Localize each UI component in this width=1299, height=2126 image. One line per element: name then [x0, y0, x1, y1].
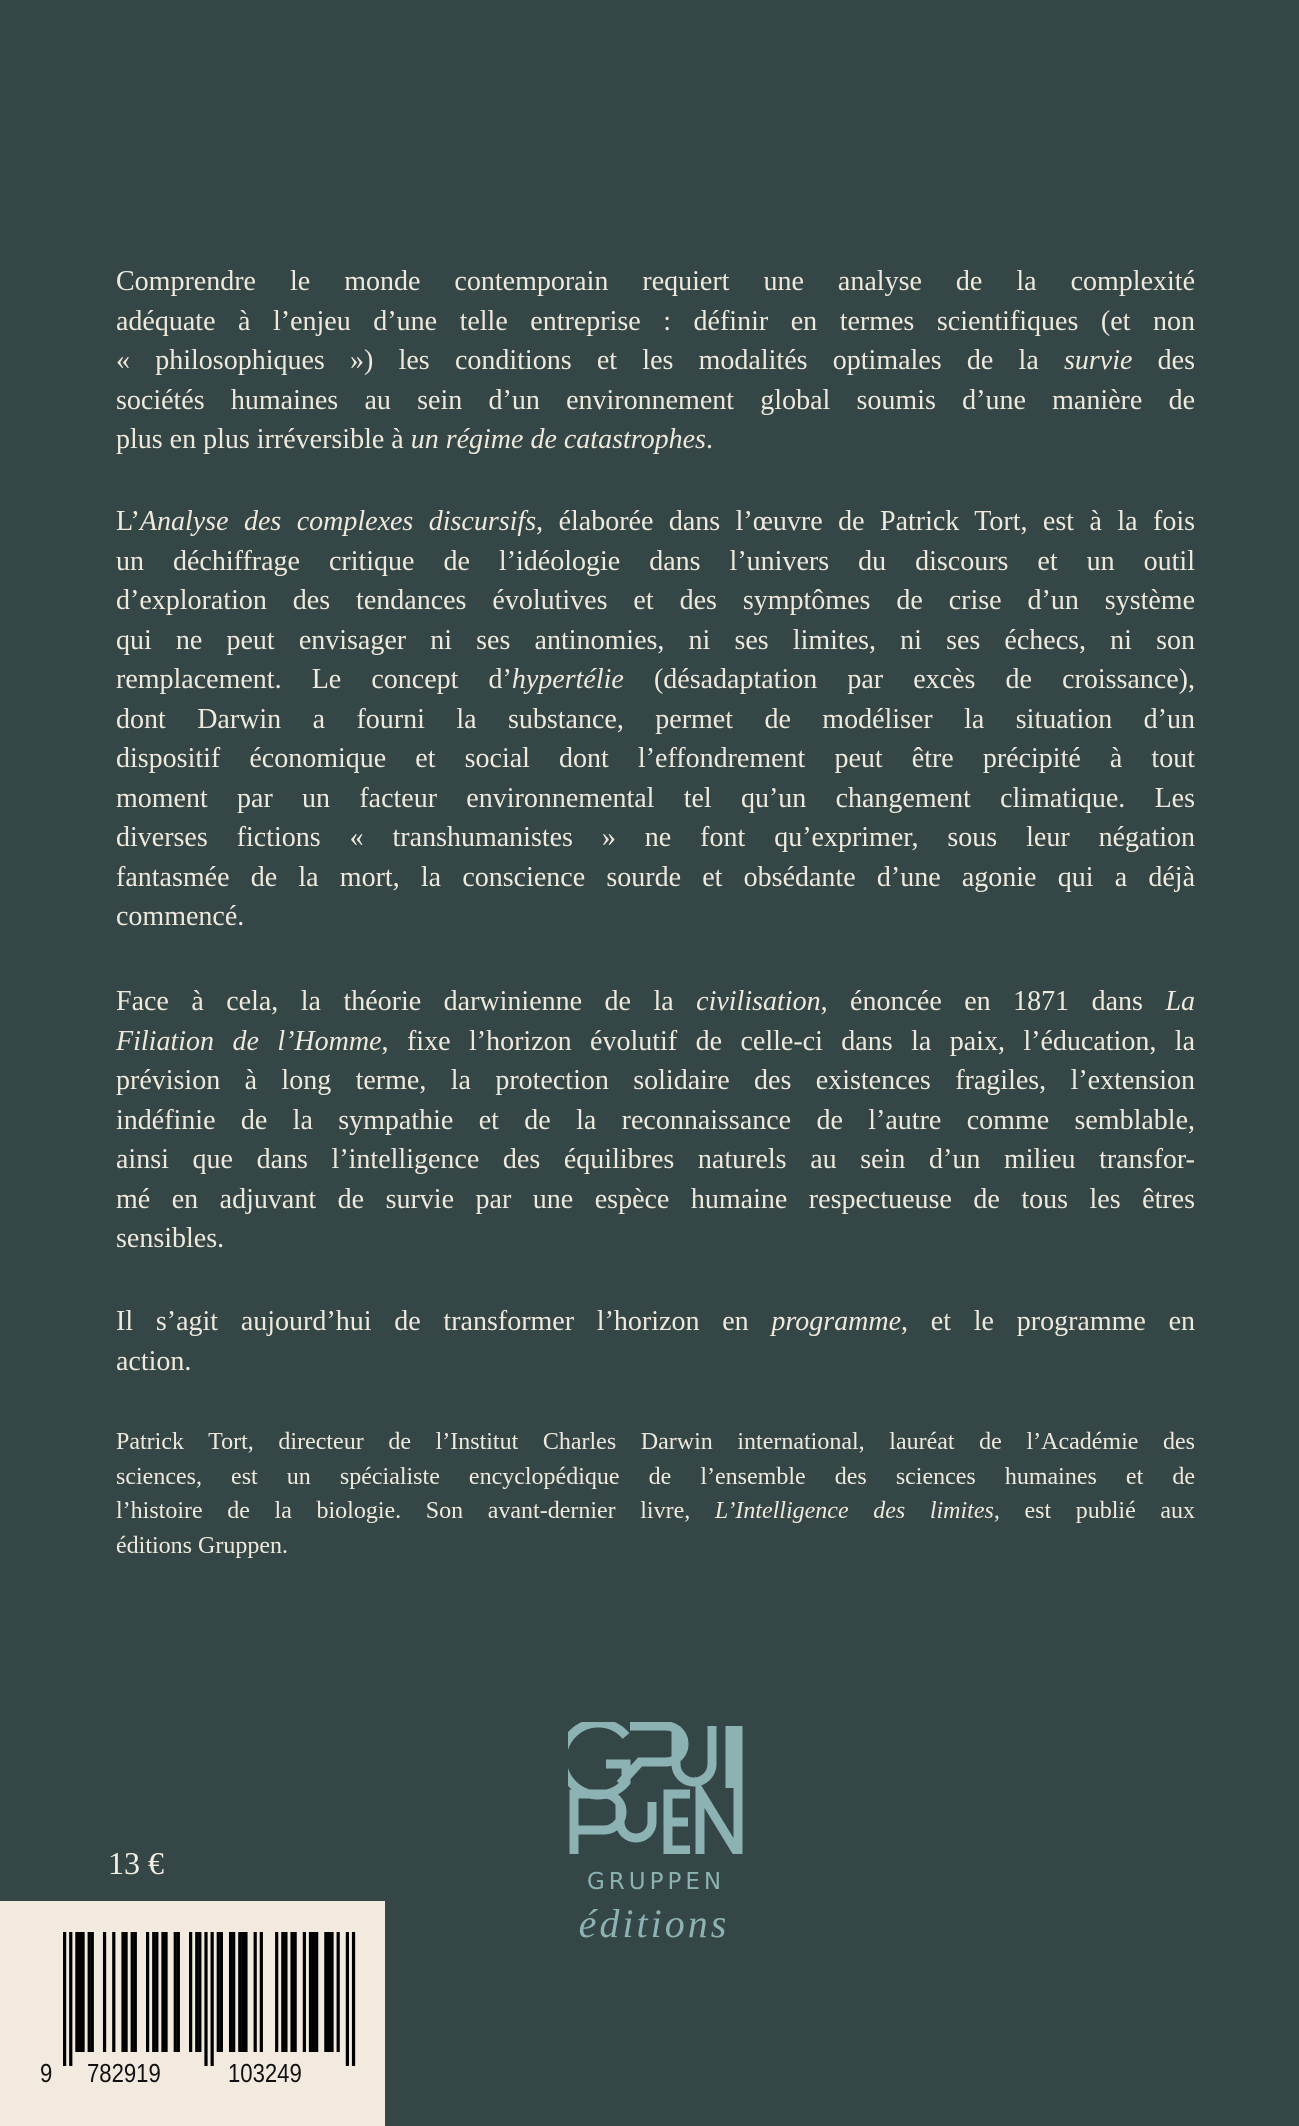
barcode-bar — [330, 1932, 333, 2052]
text-run: dispositif économique et social dont l’effondrement peut être précipité à tout — [116, 743, 1195, 774]
barcode-bar — [177, 1932, 180, 2052]
barcode-bar — [309, 1932, 312, 2052]
logo-letter-e — [668, 1794, 690, 1854]
barcode-bar — [290, 1932, 293, 2052]
text-line — [116, 381, 1195, 421]
barcode-bar — [103, 1932, 106, 2052]
barcode-bar — [284, 1932, 287, 2052]
gruppen-monogram-icon — [568, 1722, 744, 1854]
text-run: action. — [116, 1345, 192, 1377]
barcode-bar — [315, 1932, 318, 2052]
logo-letter-g — [568, 1723, 626, 1795]
barcode-bar — [229, 1932, 232, 2052]
barcode-bar — [260, 1932, 263, 2052]
text-run: Face à cela, la théorie darwinienne de la — [116, 986, 697, 1017]
text-line — [116, 1219, 1195, 1259]
text-line — [116, 1460, 1195, 1495]
barcode-bar — [195, 1932, 198, 2052]
barcode-bar — [324, 1932, 327, 2052]
text-line — [116, 739, 1195, 779]
paragraph-intro — [116, 262, 1195, 460]
text-run: sciences, est un spécialiste encyclopédique de l’ensemble des sciences humaines et de — [116, 1463, 1195, 1490]
text-line — [116, 1022, 1195, 1062]
text-run: adéquate à l’enjeu d’une telle entreprise : définir en termes scientifiques (et non — [116, 305, 1195, 337]
text-line — [116, 1302, 1195, 1342]
italic-text: hypertélie — [511, 664, 624, 695]
text-line — [116, 1061, 1195, 1101]
text-line — [116, 302, 1195, 342]
text-line — [116, 818, 1195, 858]
barcode-bar — [254, 1932, 257, 2052]
text-line — [116, 700, 1195, 740]
barcode-bar — [91, 1932, 94, 2052]
barcode-bar — [174, 1932, 177, 2052]
barcode-digits-right: 103249 — [228, 2058, 302, 2088]
barcode-bar — [164, 1932, 167, 2052]
text-run: l’histoire de la biologie. Son avant-dernier livre, — [116, 1498, 715, 1524]
logo-letter-p1 — [574, 1794, 622, 1854]
text-line — [116, 779, 1195, 819]
text-run: sensibles. — [116, 1223, 225, 1254]
barcode-bar — [220, 1932, 223, 2052]
text-run: , élaborée dans l’œuvre de Patrick Tort, est à la fois — [536, 506, 1196, 537]
text-run: éditions Gruppen. — [116, 1532, 288, 1559]
text-line — [116, 1140, 1195, 1180]
barcode-bar — [312, 1932, 315, 2052]
barcode-bar — [131, 1932, 134, 2052]
barcode-guard-bar — [69, 1932, 72, 2066]
text-run: , et le programme en — [901, 1306, 1195, 1337]
barcode-guard-bar — [346, 1932, 349, 2066]
text-run: « philosophiques ») les conditions et les modalités optimales de la — [116, 345, 1064, 376]
text-line — [116, 341, 1195, 381]
barcode-digit-lead: 9 — [40, 2058, 53, 2088]
text-line — [116, 1529, 1195, 1564]
barcode-icon — [0, 1901, 385, 2126]
barcode-bar — [75, 1932, 78, 2052]
text-line — [116, 858, 1195, 898]
barcode-bar — [152, 1932, 155, 2052]
barcode-guard-bar — [63, 1932, 66, 2066]
italic-text: programme — [771, 1306, 902, 1337]
barcode-bar — [327, 1932, 330, 2052]
text-run: mé en adjuvant de survie par une espèce humaine respectueuse de tous les êtres — [116, 1183, 1195, 1215]
text-run: . — [705, 424, 713, 455]
text-line — [116, 1101, 1195, 1141]
barcode-bar — [81, 1932, 84, 2052]
italic-text: L’Intelligence des limites — [714, 1498, 994, 1524]
text-run: (désadaptation par excès de croissance), — [623, 664, 1196, 695]
italic-text: Analyse des complexes discursifs — [139, 506, 537, 537]
text-run: commencé. — [116, 901, 245, 932]
barcode-guard-bar — [211, 1932, 214, 2066]
barcode-bar — [124, 1932, 127, 2052]
barcode-bar — [112, 1932, 115, 2052]
barcode-bar — [88, 1932, 91, 2052]
barcode-bar — [294, 1932, 297, 2052]
barcode-bar — [121, 1932, 124, 2052]
italic-text: Filiation de l’Homme — [116, 1025, 382, 1057]
text-run: moment par un facteur environnemental tel qu’un changement climatique. Les — [116, 782, 1195, 814]
italic-text: survie — [1063, 345, 1133, 376]
barcode-bar — [232, 1932, 235, 2052]
text-run: prévision à long terme, la protection solidaire des existences fragiles, l’extension — [116, 1065, 1195, 1096]
barcode-bar — [337, 1932, 340, 2052]
paragraph-darwin-civilisation — [116, 982, 1195, 1259]
text-line — [116, 1342, 1195, 1382]
paragraph-analysis — [116, 502, 1195, 937]
text-run: d’exploration des tendances évolutives et des symptômes de crise d’un système — [116, 585, 1195, 616]
text-run: sociétés humaines au sein d’un environnement global soumis d’une manière de — [116, 384, 1195, 416]
text-line — [116, 262, 1195, 302]
barcode-bar — [146, 1932, 149, 2052]
publisher-logo — [568, 1722, 744, 1854]
italic-text: un régime de catastrophes — [410, 424, 706, 455]
barcode-bar — [241, 1932, 244, 2052]
text-run: indéfinie de la sympathie et de la reconnaissance de l’autre comme semblable, — [116, 1104, 1195, 1136]
barcode-digits-left: 782919 — [87, 2058, 161, 2088]
publisher-subtitle: éditions — [578, 1901, 730, 1946]
text-line — [116, 1180, 1195, 1220]
barcode-bar — [78, 1932, 81, 2052]
paragraph-programme — [116, 1302, 1195, 1381]
text-run: L’ — [116, 506, 140, 537]
text-run: Il s’agit aujourd’hui de transformer l’horizon en — [116, 1306, 772, 1337]
barcode-bar — [238, 1932, 241, 2052]
barcode-bar — [161, 1932, 164, 2052]
price-label: 13 € — [108, 1845, 164, 1881]
text-run: Patrick Tort, directeur de l’Institut Charles Darwin international, lauréat de l’Académie des — [116, 1429, 1195, 1455]
text-run: , fixe l’horizon évolutif de celle-ci dans la paix, l’éducation, la — [381, 1025, 1195, 1057]
text-run: des — [1132, 345, 1195, 376]
text-line — [116, 982, 1195, 1022]
text-run: fantasmée de la mort, la conscience sourde et obsédante d’une agonie qui a déjà — [116, 861, 1195, 893]
barcode-bar — [281, 1932, 284, 2052]
italic-text: La — [1165, 986, 1196, 1017]
barcode-guard-bar — [352, 1932, 355, 2066]
text-run: diverses fictions « transhumanistes » ne font qu’exprimer, sous leur négation — [116, 822, 1195, 853]
barcode-guard-bar — [204, 1932, 207, 2066]
publisher-name: GRUPPEN — [586, 1869, 726, 1895]
barcode-bar — [198, 1932, 201, 2052]
text-run: qui ne peut envisager ni ses antinomies, ni ses limites, ni ses échecs, ni son — [116, 624, 1195, 656]
barcode-bar — [189, 1932, 192, 2052]
barcode-bar — [303, 1932, 306, 2052]
text-run: plus en plus irréversible à — [116, 424, 411, 455]
text-line — [116, 420, 1195, 460]
barcode-bar — [155, 1932, 158, 2052]
text-run: dont Darwin a fourni la substance, permet de modéliser la situation d’un — [116, 703, 1195, 735]
text-line — [116, 660, 1195, 700]
text-line — [116, 897, 1195, 937]
author-bio — [116, 1425, 1195, 1563]
text-line — [116, 621, 1195, 661]
barcode-bar — [217, 1932, 220, 2052]
italic-text: civilisation — [696, 986, 821, 1017]
barcode-bar — [134, 1932, 137, 2052]
barcode-bar — [275, 1932, 278, 2052]
barcode-bar — [244, 1932, 247, 2052]
text-run: , est publié aux — [993, 1498, 1195, 1524]
text-run: Comprendre le monde contemporain requiert une analyse de la complexité — [116, 266, 1195, 297]
barcode-panel — [0, 1901, 385, 2126]
text-line — [116, 1425, 1195, 1460]
text-line — [116, 542, 1195, 582]
text-line — [116, 1494, 1195, 1529]
text-run: un déchiffrage critique de l’idéologie dans l’univers du discours et un outil — [116, 545, 1195, 577]
text-run: , énoncée en 1871 dans — [820, 986, 1166, 1017]
text-line — [116, 502, 1195, 542]
text-run: remplacement. Le concept d’ — [116, 664, 512, 695]
text-run: ainsi que dans l’intelligence des équilibres naturels au sein d’un milieu transfor- — [116, 1144, 1195, 1175]
text-line — [116, 581, 1195, 621]
